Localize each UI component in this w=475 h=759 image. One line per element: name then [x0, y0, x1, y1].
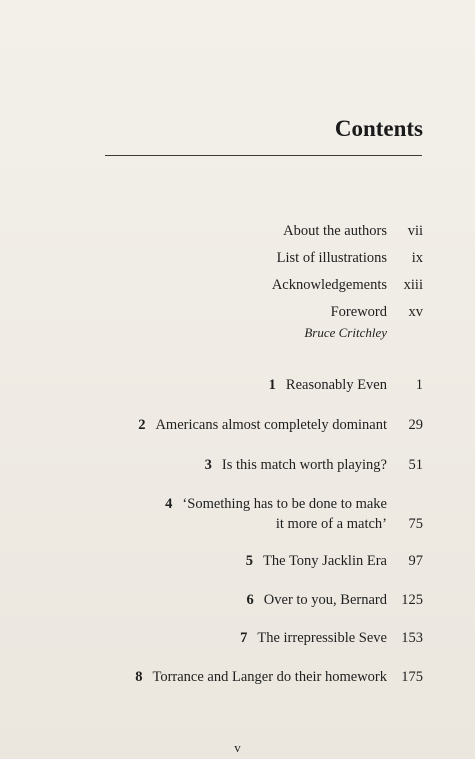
toc-entry-chapter-4[interactable]: [165, 496, 423, 513]
entry-title: The irrepressible Seve: [257, 630, 387, 646]
chapter-number: 7: [240, 630, 248, 646]
entry-page: 125: [401, 592, 423, 608]
entry-page: xv: [408, 304, 423, 320]
entry-title: The Tony Jacklin Era: [263, 553, 387, 569]
entry-title: List of illustrations: [276, 250, 387, 266]
entry-title: Reasonably Even: [285, 377, 387, 393]
entry-page: 175: [401, 669, 423, 685]
toc-entry-chapter-6[interactable]: [247, 592, 423, 609]
toc-entry-chapter-5[interactable]: [246, 553, 423, 570]
toc-entry-foreword[interactable]: [331, 304, 423, 321]
chapter-number: 4: [165, 496, 173, 512]
entry-page: ix: [411, 250, 423, 266]
chapter-number: 2: [138, 417, 146, 433]
toc-entry-about-authors[interactable]: [283, 223, 423, 240]
entry-title: Torrance and Langer do their homework: [152, 669, 387, 685]
chapter-number: 8: [135, 669, 143, 685]
toc-entry-acknowledgements[interactable]: [272, 277, 423, 294]
heading-rule: [105, 155, 422, 156]
entry-title: Over to you, Bernard: [263, 592, 387, 608]
entry-title: Americans almost completely dominant: [155, 417, 387, 433]
toc-entry-list-of-illustrations[interactable]: [277, 250, 423, 267]
entry-page: 97: [408, 553, 423, 569]
entry-title: About the authors: [283, 223, 387, 239]
chapter-number: 6: [246, 592, 254, 608]
toc-entry-chapter-3[interactable]: [205, 457, 423, 474]
page-folio: v: [234, 740, 241, 755]
contents-heading: Contents: [334, 116, 423, 141]
entry-page: 51: [408, 457, 423, 473]
entry-page: 75: [408, 516, 423, 532]
foreword-byline: Bruce Critchley: [304, 325, 387, 340]
entry-title: Acknowledgements: [271, 277, 387, 293]
toc-entry-chapter-2[interactable]: [138, 417, 423, 434]
toc-entry-chapter-4-continued[interactable]: [276, 516, 423, 533]
entry-page: vii: [407, 223, 423, 239]
toc-entry-chapter-1[interactable]: [269, 377, 423, 394]
chapter-number: 3: [204, 457, 212, 473]
chapter-number: 1: [268, 377, 276, 393]
toc-entry-chapter-7[interactable]: [240, 630, 423, 647]
show-through-text: [318, 20, 321, 36]
entry-title-continued: it more of a match’: [275, 516, 387, 532]
entry-title: ‘Something has to be done to make: [182, 496, 387, 512]
chapter-number: 5: [245, 553, 254, 569]
entry-page: 153: [401, 630, 423, 646]
entry-page: 29: [408, 417, 423, 433]
entry-title: Is this match worth playing?: [221, 457, 387, 473]
entry-title: Foreword: [330, 304, 387, 320]
entry-page: xiii: [403, 277, 423, 293]
entry-page: 1: [415, 377, 423, 393]
toc-entry-chapter-8[interactable]: [135, 669, 423, 686]
